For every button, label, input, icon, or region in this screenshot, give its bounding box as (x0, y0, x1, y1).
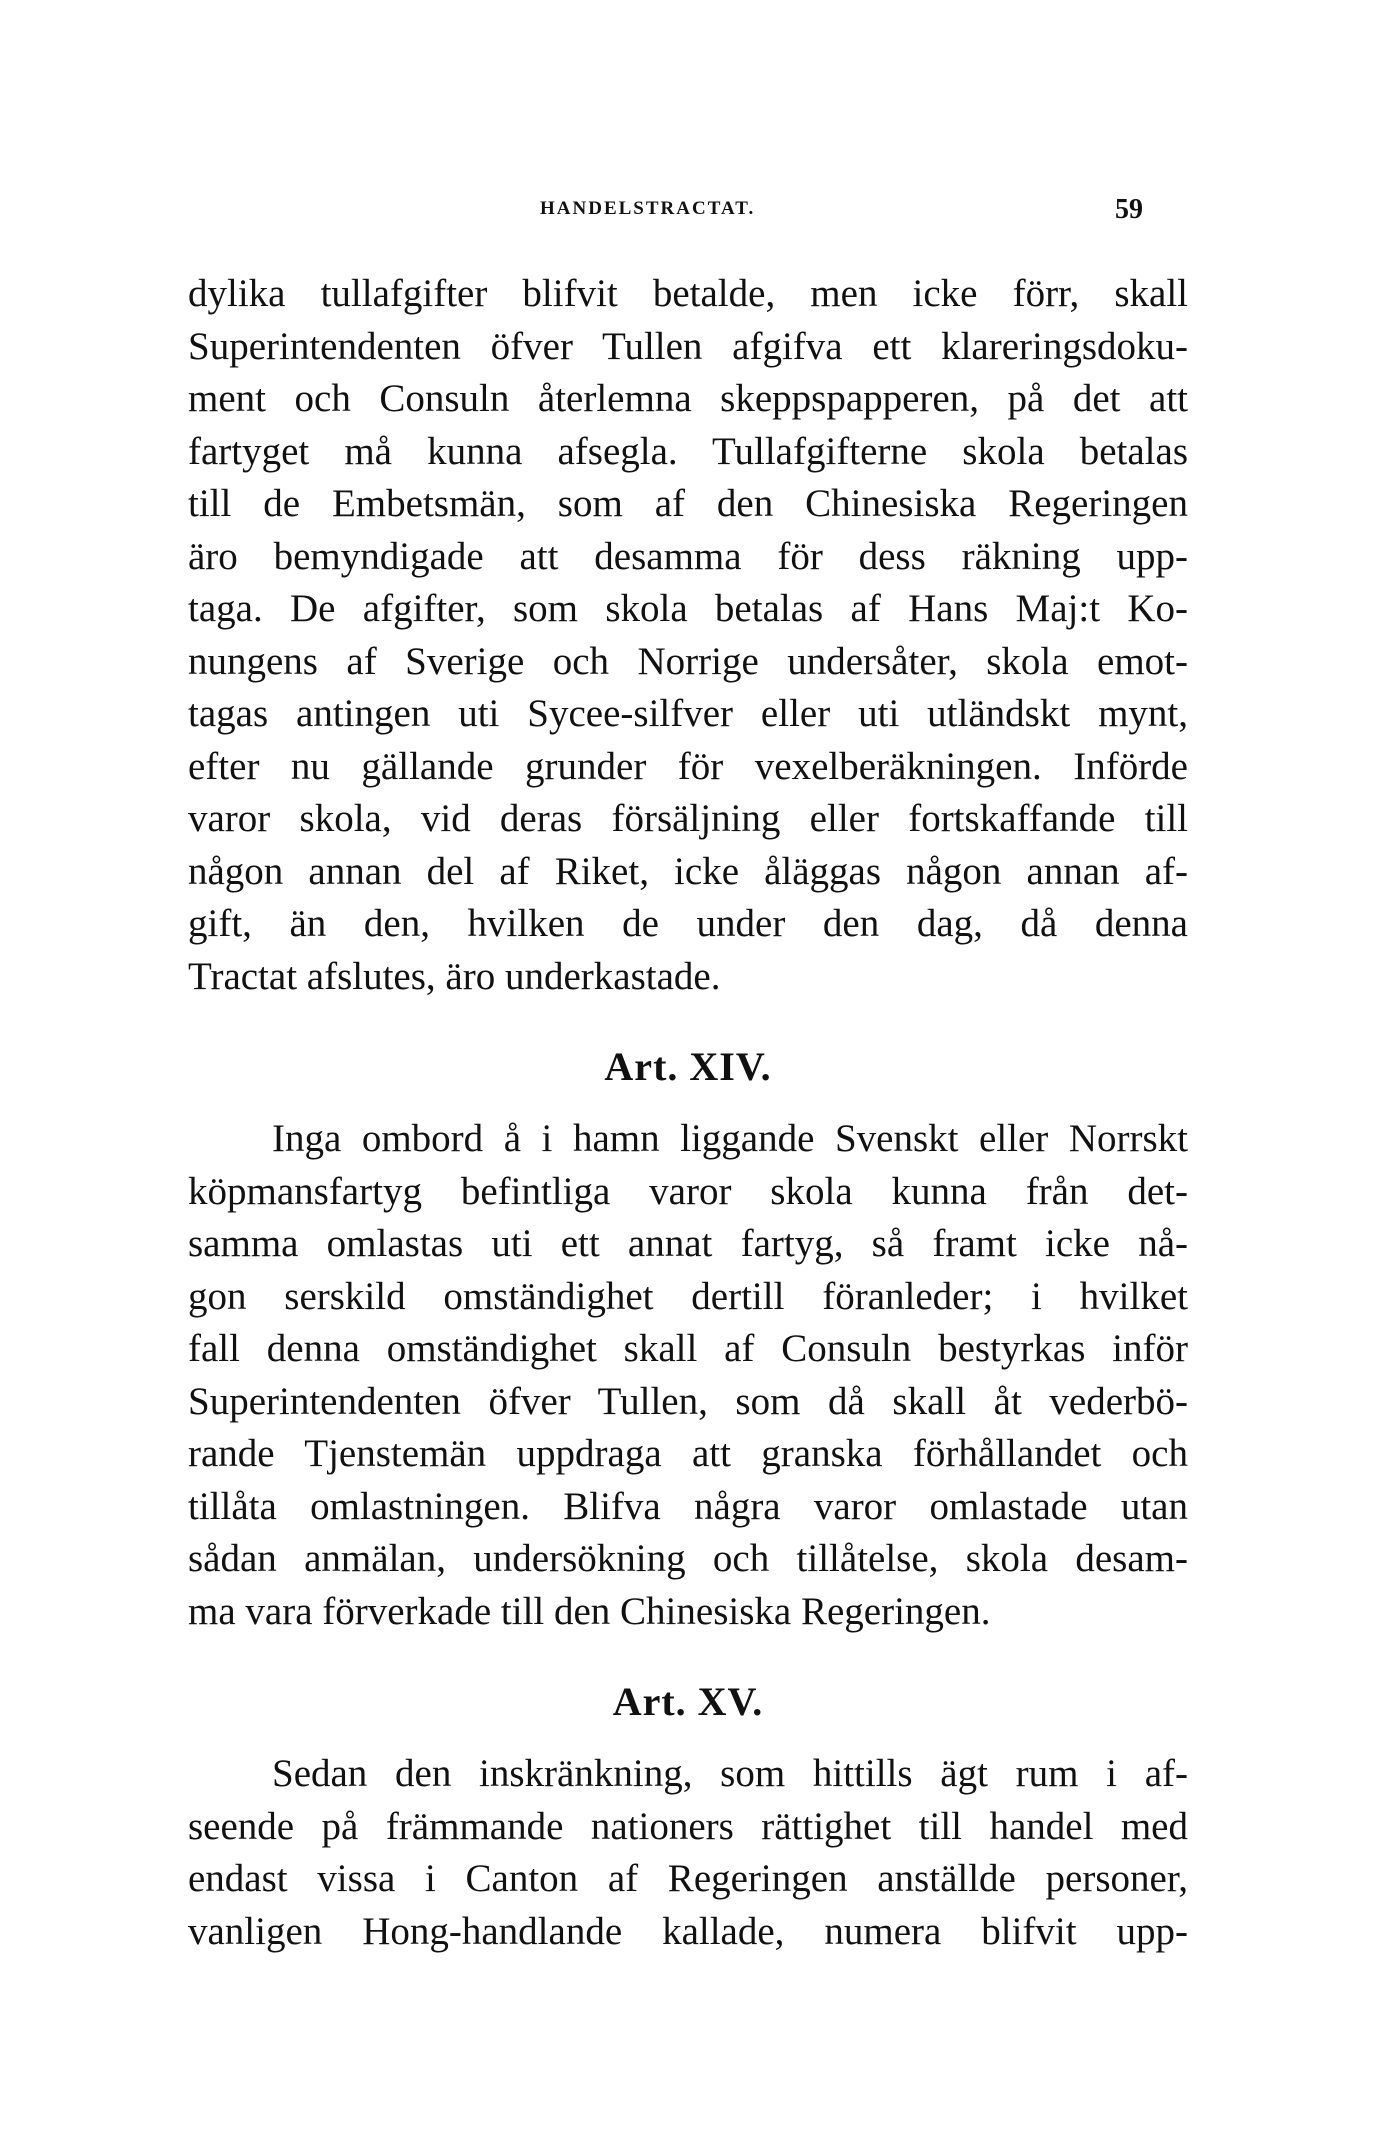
article-heading-xv: Art. XV. (612, 1679, 764, 1724)
text-line: Inga ombord å i hamn liggande Svenskt eller Norrskt (272, 1117, 1188, 1160)
text-line: Superintendenten öfver Tullen afgifva ett klareringsdoku- (188, 324, 1188, 368)
text-line: Superintendenten öfver Tullen, som då skall åt vederbö- (188, 1379, 1188, 1423)
text-line: sådan anmälan, undersökning och tillåtelse, skola desam- (188, 1537, 1188, 1580)
text-line: någon annan del af Riket, icke åläggas någon annan af- (188, 849, 1188, 893)
text-line: rande Tjenstemän uppdraga att granska förhållandet och (188, 1432, 1188, 1475)
text-line: Tractat afslutes, äro underkastade. (188, 954, 721, 998)
running-title: HANDELSTRACTAT. (540, 198, 756, 219)
paragraph-art-xv (188, 1748, 1188, 1958)
text-line: nungens af Sverige och Norrige undersåter, skola emot- (188, 639, 1188, 683)
text-line: tillåta omlastningen. Blifva några varor omlastade utan (188, 1484, 1188, 1528)
paragraph-art-xiv (188, 1113, 1188, 1638)
text-line: varor skola, vid deras försäljning eller fortskaffande till (188, 797, 1188, 840)
text-line: taga. De afgifter, som skola betalas af Hans Maj:t Ko- (188, 587, 1188, 630)
text-line: till de Embetsmän, som af den Chinesiska Regeringen (188, 482, 1188, 525)
running-head (0, 194, 1400, 238)
text-line: köpmansfartyg befintliga varor skola kunna från det- (188, 1169, 1188, 1213)
text-line: vanligen Hong-handlande kallade, numera blifvit upp- (188, 1909, 1188, 1953)
text-line: efter nu gällande grunder för vexelberäkningen. Införde (188, 744, 1188, 788)
text-line: fartyget må kunna afsegla. Tullafgifterne skola betalas (188, 429, 1188, 473)
text-line: ment och Consuln återlemna skeppspapperen, på det att (188, 377, 1188, 420)
text-block (188, 268, 1188, 1958)
text-line: seende på främmande nationers rättighet till handel med (188, 1804, 1188, 1848)
text-line: endast vissa i Canton af Regeringen anställde personer, (188, 1857, 1188, 1900)
text-line: äro bemyndigade att desamma för dess räkning upp- (188, 534, 1188, 578)
page-number: 59 (1115, 194, 1143, 225)
text-line: fall denna omständighet skall af Consuln bestyrkas inför (188, 1327, 1188, 1370)
article-heading-xiv: Art. XIV. (604, 1044, 772, 1089)
text-line: dylika tullafgifter blifvit betalde, men icke förr, skall (188, 272, 1188, 315)
text-line: gift, än den, hvilken de under den dag, då denna (188, 902, 1188, 945)
text-line: ma vara förverkade till den Chinesiska Regeringen. (188, 1589, 991, 1633)
text-line: samma omlastas uti ett annat fartyg, så framt icke nå- (188, 1222, 1188, 1265)
text-line: Sedan den inskränkning, som hittills ägt rum i af- (272, 1752, 1188, 1795)
text-line: gon serskild omständighet dertill föranleder; i hvilket (188, 1274, 1188, 1318)
text-line: tagas antingen uti Sycee-silfver eller uti utländskt mynt, (188, 692, 1188, 735)
paragraph-continued (188, 268, 1188, 1003)
